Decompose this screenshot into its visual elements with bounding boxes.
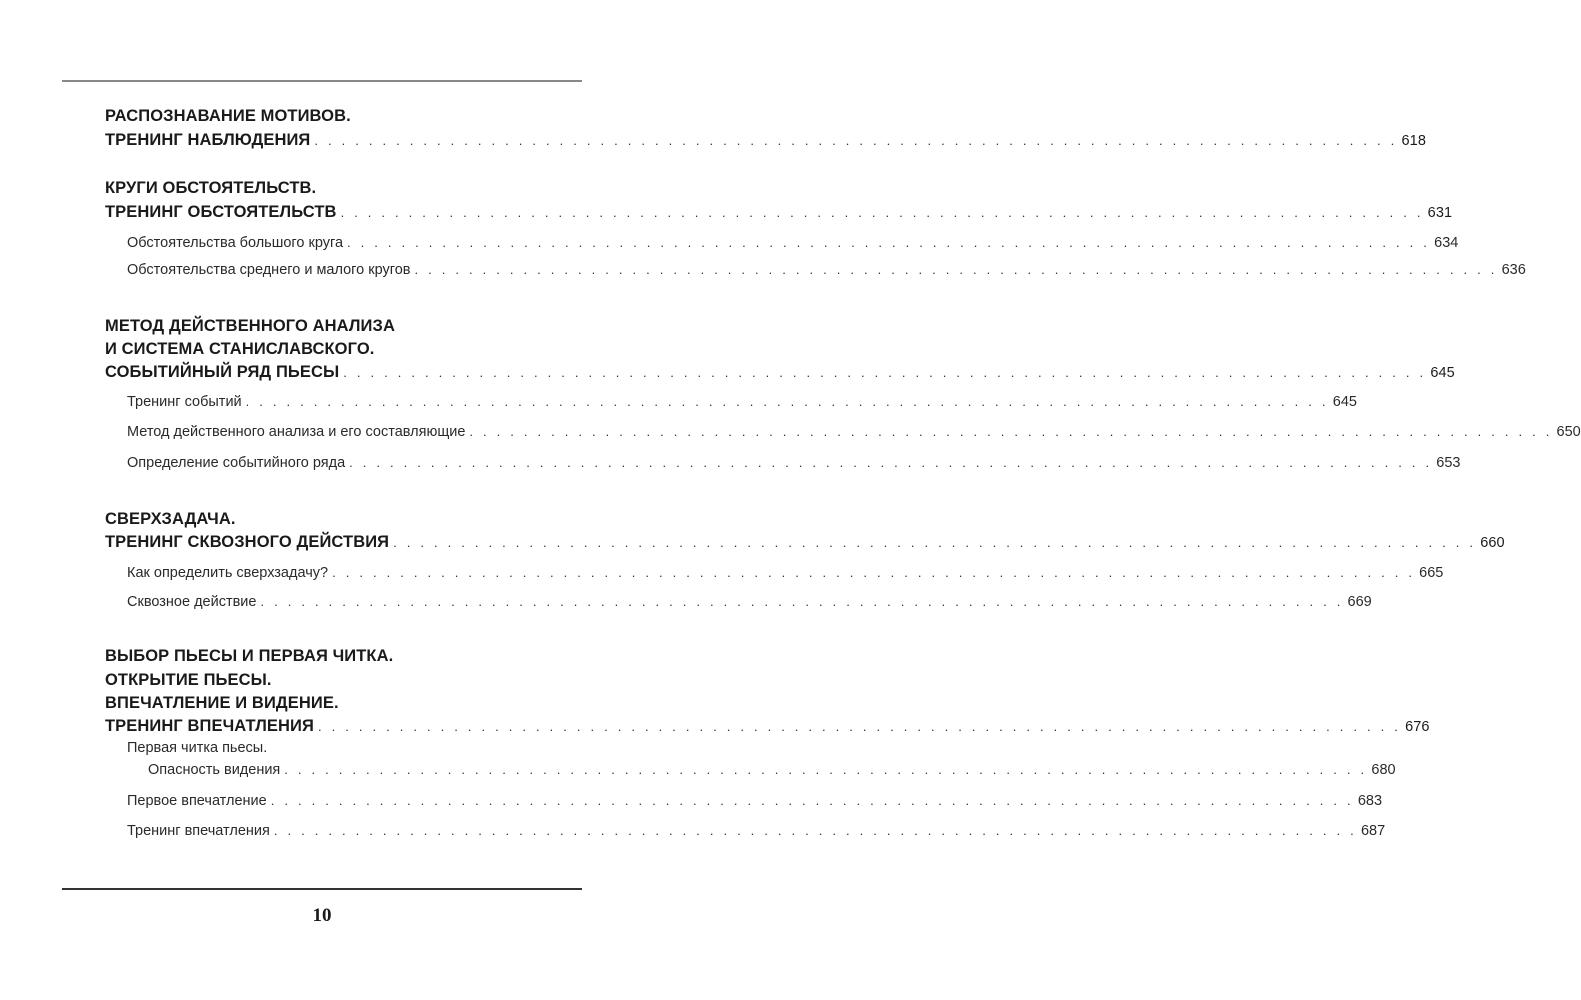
dot-leader: . . . . . . . . . . . . . . . . . . . . . . . . . . . . . . . . . . . . . . . . . . . . . . . . . . . . . . . . . . . . . . . . . . . . . . . . . . . . . . . .: [245, 394, 1329, 409]
dot-leader: . . . . . . . . . . . . . . . . . . . . . . . . . . . . . . . . . . . . . . . . . . . . . . . . . . . . . . . . . . . . . . . . . . . . . . . . . . . . . . . .: [284, 762, 1368, 777]
toc-entry-title: ТРЕНИНГ ОБСТОЯТЕЛЬСТВ: [105, 203, 337, 221]
bottom-rule: [62, 888, 582, 890]
dot-leader: . . . . . . . . . . . . . . . . . . . . . . . . . . . . . . . . . . . . . . . . . . . . . . . . . . . . . . . . . . . . . . . . . . . . . . . . . . . . . . . .: [343, 365, 1427, 380]
toc-subitem-line: [127, 452, 1461, 474]
toc-subitem-line: [127, 421, 1581, 443]
toc-page-number: 631: [1427, 205, 1453, 221]
toc-page-number: 680: [1371, 762, 1396, 778]
toc-heading-line: [105, 692, 339, 714]
toc-page-number: 636: [1501, 262, 1526, 278]
toc-entry-title: ТРЕНИНГ НАБЛЮДЕНИЯ: [105, 131, 311, 149]
toc-subitem-line: [127, 391, 1357, 413]
toc-heading-line: [105, 531, 1505, 553]
toc-heading-line: [105, 508, 236, 530]
dot-leader: . . . . . . . . . . . . . . . . . . . . . . . . . . . . . . . . . . . . . . . . . . . . . . . . . . . . . . . . . . . . . . . . . . . . . . . . . . . . . . . .: [414, 262, 1498, 277]
page-number: 10: [312, 905, 332, 926]
dot-leader: . . . . . . . . . . . . . . . . . . . . . . . . . . . . . . . . . . . . . . . . . . . . . . . . . . . . . . . . . . . . . . . . . . . . . . . . . . . . . . . .: [393, 535, 1477, 550]
toc-entry-title: ВЫБОР ПЬЕСЫ И ПЕРВАЯ ЧИТКА.: [105, 647, 394, 665]
toc-entry-title: Сквозное действие: [127, 594, 257, 610]
toc-heading-line: [105, 669, 272, 691]
toc-page-number: 653: [1436, 455, 1461, 471]
toc-heading-line: [105, 201, 1453, 223]
toc-entry-title: Обстоятельства большого круга: [127, 235, 344, 251]
toc-page-number: 634: [1434, 235, 1459, 251]
toc-entry-title: Как определить сверхзадачу?: [127, 565, 329, 581]
toc-entry-title: Обстоятельства среднего и малого кругов: [127, 262, 411, 278]
toc-heading-line: [105, 645, 393, 667]
toc-page-number: 687: [1360, 823, 1386, 839]
toc-heading-line: [105, 338, 374, 360]
toc-subitem-line: [127, 259, 1526, 281]
toc-entry-title: СОБЫТИЙНЫЙ РЯД ПЬЕСЫ: [105, 363, 340, 381]
toc-heading-line: [105, 105, 351, 127]
toc-entry-title: Определение событийного ряда: [127, 455, 346, 471]
toc-page-number: 669: [1347, 594, 1372, 610]
toc-page-number: 660: [1480, 535, 1505, 551]
toc-subitem-line: [127, 591, 1372, 613]
toc-subitem-line: [127, 820, 1386, 842]
toc-entry-title: ОТКРЫТИЕ ПЬЕСЫ.: [105, 671, 272, 689]
dot-leader: . . . . . . . . . . . . . . . . . . . . . . . . . . . . . . . . . . . . . . . . . . . . . . . . . . . . . . . . . . . . . . . . . . . . . . . . . . . . . . . .: [270, 793, 1354, 808]
dot-leader: . . . . . . . . . . . . . . . . . . . . . . . . . . . . . . . . . . . . . . . . . . . . . . . . . . . . . . . . . . . . . . . . . . . . . . . . . . . . . . . .: [314, 133, 1398, 148]
toc-entry-title: Метод действенного анализа и его составляющие: [127, 424, 466, 440]
toc-page-number: 676: [1405, 719, 1430, 735]
toc-entry-title: Опасность видения: [148, 762, 281, 778]
toc-subitem-line: [127, 562, 1444, 584]
toc-subitem-line: [127, 737, 267, 759]
toc-entry-title: СВЕРХЗАДАЧА.: [105, 510, 236, 528]
dot-leader: . . . . . . . . . . . . . . . . . . . . . . . . . . . . . . . . . . . . . . . . . . . . . . . . . . . . . . . . . . . . . . . . . . . . . . . . . . . . . . . .: [260, 594, 1344, 609]
toc-heading-line: [105, 715, 1430, 737]
toc-entry-title: КРУГИ ОБСТОЯТЕЛЬСТВ.: [105, 179, 317, 197]
toc-page-number: 683: [1357, 793, 1383, 809]
toc-heading-line: [105, 129, 1426, 151]
toc-page-number: 650: [1556, 424, 1581, 440]
dot-leader: . . . . . . . . . . . . . . . . . . . . . . . . . . . . . . . . . . . . . . . . . . . . . . . . . . . . . . . . . . . . . . . . . . . . . . . . . . . . . . . .: [349, 455, 1433, 470]
dot-leader: . . . . . . . . . . . . . . . . . . . . . . . . . . . . . . . . . . . . . . . . . . . . . . . . . . . . . . . . . . . . . . . . . . . . . . . . . . . . . . . .: [332, 565, 1416, 580]
toc-heading-line: [105, 177, 316, 199]
toc-page-number: 645: [1430, 365, 1455, 381]
toc-entry-title: Тренинг событий: [127, 394, 242, 410]
toc-entry-title: Первая читка пьесы.: [127, 740, 268, 756]
dot-leader: . . . . . . . . . . . . . . . . . . . . . . . . . . . . . . . . . . . . . . . . . . . . . . . . . . . . . . . . . . . . . . . . . . . . . . . . . . . . . . . .: [340, 205, 1424, 220]
toc-heading-line: [105, 361, 1455, 383]
toc-entry-title: РАСПОЗНАВАНИЕ МОТИВОВ.: [105, 107, 351, 125]
toc-subitem-line: [148, 759, 1396, 781]
toc-page-number: 618: [1401, 133, 1426, 149]
toc-entry-title: ТРЕНИНГ СКВОЗНОГО ДЕЙСТВИЯ: [105, 533, 390, 551]
toc-entry-title: ВПЕЧАТЛЕНИЕ И ВИДЕНИЕ.: [105, 694, 339, 712]
toc-entry-title: Тренинг впечатления: [127, 823, 270, 839]
toc-entry-title: МЕТОД ДЕЙСТВЕННОГО АНАЛИЗА: [105, 317, 395, 335]
dot-leader: . . . . . . . . . . . . . . . . . . . . . . . . . . . . . . . . . . . . . . . . . . . . . . . . . . . . . . . . . . . . . . . . . . . . . . . . . . . . . . . .: [317, 719, 1402, 734]
toc-subitem-line: [127, 232, 1459, 254]
toc-heading-line: [105, 315, 395, 337]
top-rule: [62, 80, 582, 82]
dot-leader: . . . . . . . . . . . . . . . . . . . . . . . . . . . . . . . . . . . . . . . . . . . . . . . . . . . . . . . . . . . . . . . . . . . . . . . . . . . . . . . .: [273, 823, 1357, 838]
toc-page-number: 645: [1332, 394, 1357, 410]
toc-subitem-line: [127, 790, 1383, 812]
toc-entry-title: ТРЕНИНГ ВПЕЧАТЛЕНИЯ: [105, 717, 314, 735]
toc-entry-title: Первое впечатление: [127, 793, 267, 809]
toc-page-number: 665: [1419, 565, 1444, 581]
dot-leader: . . . . . . . . . . . . . . . . . . . . . . . . . . . . . . . . . . . . . . . . . . . . . . . . . . . . . . . . . . . . . . . . . . . . . . . . . . . . . . . .: [347, 235, 1431, 250]
toc-entry-title: И СИСТЕМА СТАНИСЛАВСКОГО.: [105, 340, 375, 358]
dot-leader: . . . . . . . . . . . . . . . . . . . . . . . . . . . . . . . . . . . . . . . . . . . . . . . . . . . . . . . . . . . . . . . . . . . . . . . . . . . . . . . .: [469, 424, 1553, 439]
